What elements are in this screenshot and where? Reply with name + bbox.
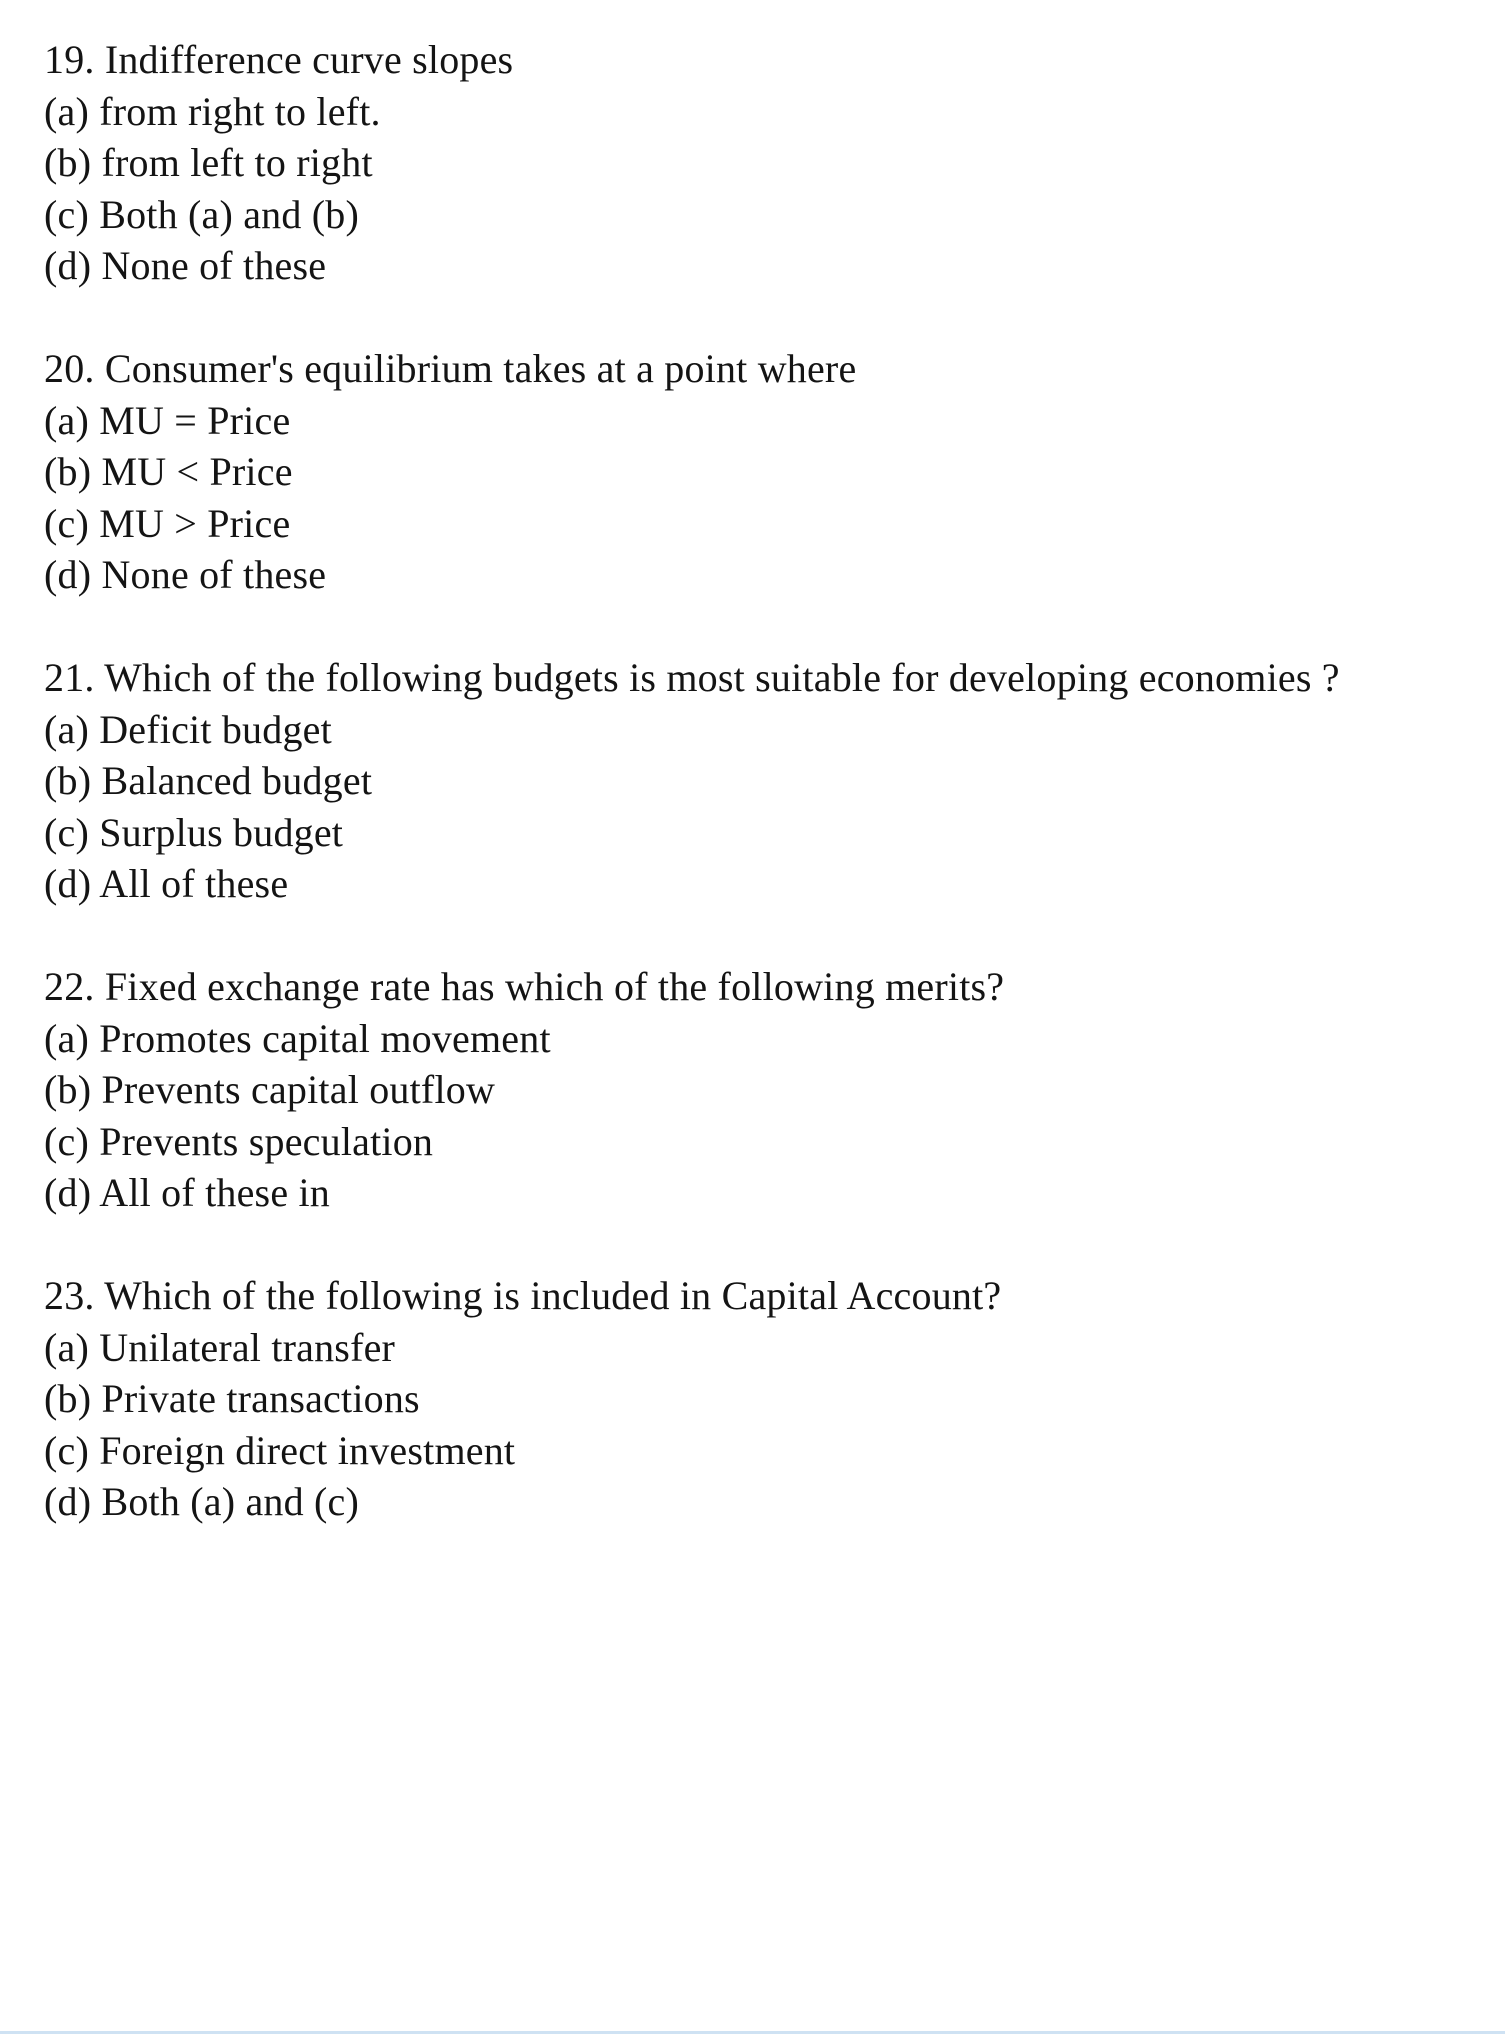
question-text: Which of the following budgets is most suitable for developing economies ? [104,655,1340,700]
option-label: (d) [44,243,92,288]
option-label: (d) [44,1479,92,1524]
option-text: MU < Price [101,449,293,494]
option-text: from left to right [101,140,373,185]
question-title [44,961,1475,1013]
option-label: (d) [44,552,92,597]
option-line [44,1476,1475,1528]
option-text: Both (a) and (b) [99,191,359,237]
option-line [44,755,1475,807]
option-text: All of these in [99,1170,330,1215]
option-label: (c) [44,1118,89,1164]
question-text: Fixed exchange rate has which of the following merits? [104,964,1005,1009]
option-line [44,86,1475,138]
option-line [44,858,1475,910]
option-label: (b) [44,140,92,185]
question-number: 23. [44,1273,95,1318]
option-text: Balanced budget [101,758,373,803]
option-line [44,498,1475,550]
question-title [44,34,1475,86]
option-label: (b) [44,1067,92,1112]
option-line [44,1373,1475,1425]
option-text: Unilateral transfer [99,1324,396,1370]
option-text: All of these [99,861,289,906]
question-block [44,1270,1475,1528]
option-line [44,549,1475,601]
option-label: (c) [44,809,89,855]
option-line [44,807,1475,859]
option-text: Foreign direct investment [99,1427,516,1473]
option-line [44,1425,1475,1477]
question-title [44,343,1475,395]
option-text: Prevents speculation [99,1118,434,1164]
option-label: (b) [44,449,92,494]
question-list [44,34,1475,1579]
question-text: Consumer's equilibrium takes at a point where [104,346,857,391]
option-line [44,189,1475,241]
question-title [44,1270,1475,1322]
option-label: (a) [44,1015,89,1061]
option-line [44,137,1475,189]
option-label: (a) [44,397,89,443]
option-text: Both (a) and (c) [101,1479,359,1524]
option-label: (c) [44,191,89,237]
question-number: 20. [44,346,95,391]
option-line [44,1322,1475,1374]
option-line [44,1013,1475,1065]
option-text: Promotes capital movement [99,1015,551,1061]
question-text: Indifference curve slopes [104,37,514,82]
question-number: 21. [44,655,95,700]
option-label: (b) [44,1376,92,1421]
option-line [44,446,1475,498]
option-label: (d) [44,861,92,906]
option-line [44,1116,1475,1168]
question-title [44,652,1475,704]
option-line [44,240,1475,292]
option-label: (a) [44,706,89,752]
question-text: Which of the following is included in Capital Account? [104,1273,1002,1318]
option-text: Private transactions [101,1376,420,1421]
option-line [44,395,1475,447]
question-block [44,343,1475,601]
option-text: None of these [101,552,327,597]
option-text: None of these [101,243,327,288]
option-label: (d) [44,1170,92,1215]
option-label: (b) [44,758,92,803]
question-block [44,961,1475,1219]
option-text: Deficit budget [99,706,332,752]
option-line [44,1167,1475,1219]
question-number: 22. [44,964,95,1009]
option-text: Prevents capital outflow [101,1067,496,1112]
option-label: (a) [44,88,89,134]
option-line [44,1064,1475,1116]
option-text: from right to left. [99,88,381,134]
question-block [44,652,1475,910]
option-text: MU > Price [99,500,291,546]
option-label: (c) [44,500,89,546]
option-label: (a) [44,1324,89,1370]
question-number: 19. [44,37,95,82]
question-block [44,34,1475,292]
option-line [44,704,1475,756]
option-text: MU = Price [99,397,291,443]
option-text: Surplus budget [99,809,344,855]
option-label: (c) [44,1427,89,1473]
